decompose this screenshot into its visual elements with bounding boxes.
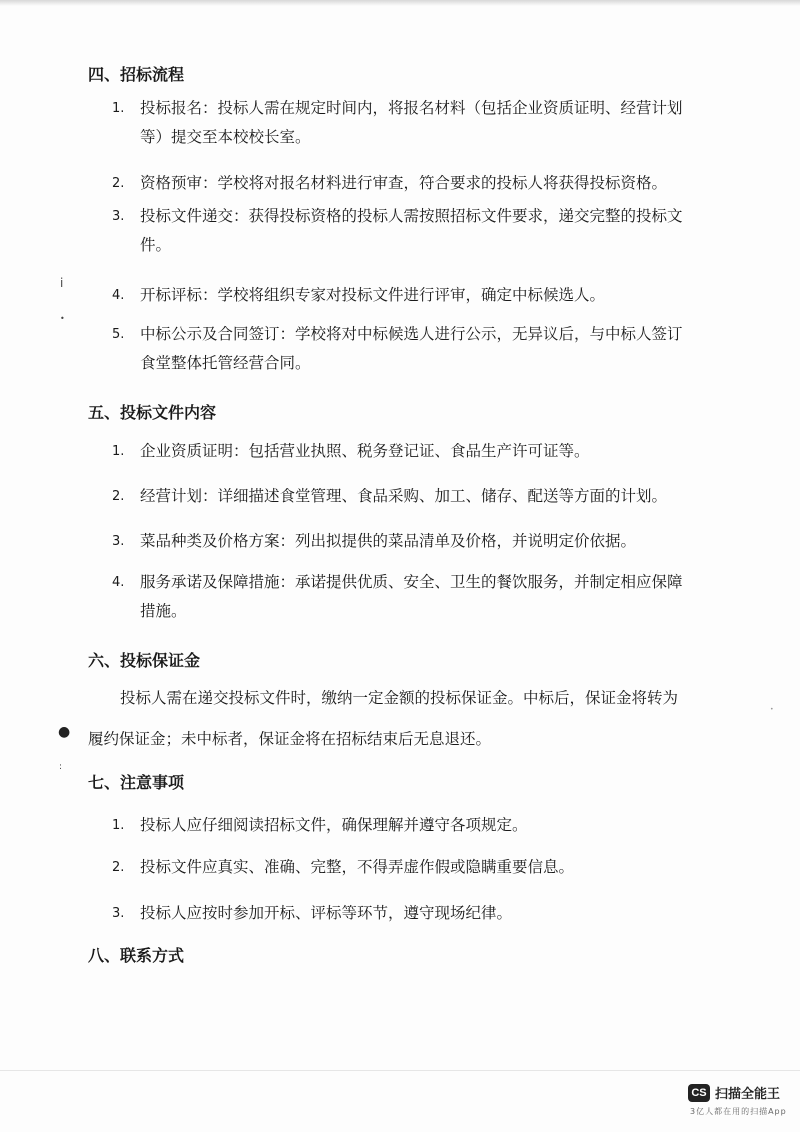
item-text: 服务承诺及保障措施：承诺提供优质、安全、卫生的餐饮服务，并制定相应保障措施。 bbox=[140, 573, 683, 620]
list-item bbox=[112, 281, 692, 310]
list-item bbox=[112, 202, 692, 260]
scan-speck: ⅰ bbox=[60, 276, 64, 290]
list-item bbox=[112, 811, 692, 840]
list-item bbox=[112, 169, 692, 198]
section-heading-5: 五、投标文件内容 bbox=[88, 403, 217, 422]
item-text: 资格预审：学校将对报名材料进行审查，符合要求的投标人将获得投标资格。 bbox=[140, 174, 668, 192]
scan-speck: • bbox=[770, 706, 774, 713]
scan-speck: : bbox=[59, 762, 63, 772]
item-number: 2. bbox=[112, 489, 125, 504]
item-number: 3. bbox=[112, 209, 125, 224]
item-text: 投标文件递交：获得投标资格的投标人需按照招标文件要求，递交完整的投标文件。 bbox=[140, 207, 683, 254]
footer-divider bbox=[0, 1070, 800, 1071]
scanner-watermark bbox=[688, 1083, 780, 1102]
scan-speck: ● bbox=[58, 724, 71, 740]
list-item bbox=[112, 853, 692, 882]
item-number: 1. bbox=[112, 444, 125, 459]
deposit-paragraph: 投标人需在递交投标文件时，缴纳一定金额的投标保证金。中标后，保证金将转为履约保证金；未中标者，保证金将在招标结束后无息退还。 bbox=[88, 689, 679, 748]
item-text: 投标文件应真实、准确、完整，不得弄虚作假或隐瞒重要信息。 bbox=[140, 858, 575, 876]
list-item bbox=[112, 899, 692, 928]
item-text: 开标评标：学校将组织专家对投标文件进行评审，确定中标候选人。 bbox=[140, 286, 606, 304]
item-text: 投标人应按时参加开标、评标等环节，遵守现场纪律。 bbox=[140, 904, 513, 922]
item-text: 投标报名：投标人需在规定时间内，将报名材料（包括企业资质证明、经营计划等）提交至本校校长室。 bbox=[140, 99, 683, 146]
item-number: 5. bbox=[112, 327, 125, 342]
section-heading-7: 七、注意事项 bbox=[88, 773, 185, 792]
item-number: 1. bbox=[112, 818, 125, 833]
item-text: 菜品种类及价格方案：列出拟提供的菜品清单及价格，并说明定价依据。 bbox=[140, 532, 637, 550]
item-text: 中标公示及合同签订：学校将对中标候选人进行公示，无异议后，与中标人签订食堂整体托管经营合同。 bbox=[140, 325, 683, 372]
scan-edge bbox=[0, 0, 800, 6]
section-heading-4: 四、招标流程 bbox=[88, 65, 185, 84]
list-item bbox=[112, 437, 692, 466]
section-heading-8: 八、联系方式 bbox=[88, 946, 185, 965]
item-number: 2. bbox=[112, 176, 125, 191]
brand-tagline: 3亿人都在用的扫描App bbox=[690, 1107, 787, 1116]
item-text: 经营计划：详细描述食堂管理、食品采购、加工、储存、配送等方面的计划。 bbox=[140, 487, 668, 505]
item-number: 4. bbox=[112, 288, 125, 303]
camscanner-logo-icon: CS bbox=[688, 1084, 710, 1102]
list-item bbox=[112, 568, 692, 626]
item-text: 企业资质证明：包括营业执照、税务登记证、食品生产许可证等。 bbox=[140, 442, 590, 460]
item-number: 2. bbox=[112, 860, 125, 875]
item-number: 3. bbox=[112, 906, 125, 921]
item-text: 投标人应仔细阅读招标文件，确保理解并遵守各项规定。 bbox=[140, 816, 528, 834]
brand-name: 扫描全能王 bbox=[715, 1087, 781, 1102]
list-item bbox=[112, 527, 692, 556]
scan-speck: • bbox=[60, 314, 65, 323]
list-item bbox=[112, 482, 692, 511]
item-number: 3. bbox=[112, 534, 125, 549]
list-item bbox=[112, 94, 692, 152]
item-number: 4. bbox=[112, 575, 125, 590]
item-number: 1. bbox=[112, 101, 125, 116]
list-item bbox=[112, 320, 692, 378]
section-heading-6: 六、投标保证金 bbox=[88, 651, 201, 670]
